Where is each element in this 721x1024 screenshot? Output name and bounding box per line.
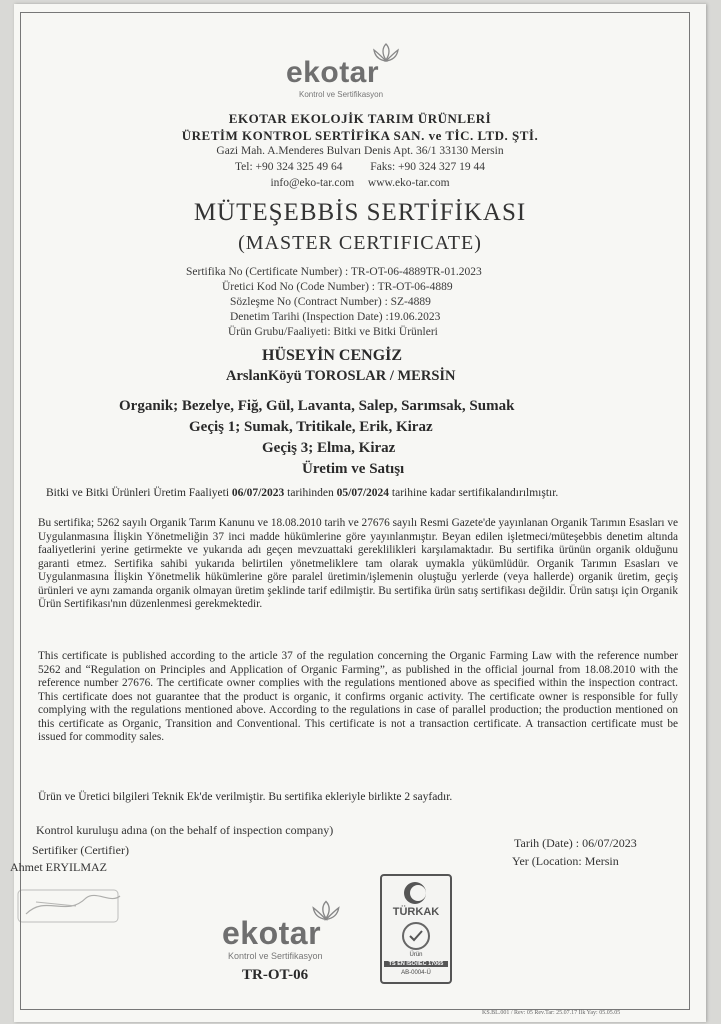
english-statement: This certificate is published according to the article 37 of the regulation concerning the Organic Farming Law with the reference number 5262 and “Regulation on Principles and Application of Organic Farming”, as published in the official journal from 18.08.2010 with the reference number 27676. The certificate owner complies with the regulations mentioned above as specified within the inspection contract. This certificate does not guarantee that the product is organic, it confirms organic activity. The certificate owner is responsible for fully complying with the regulations mentioned above. According to the regulations in case of parallel production; the production mentioned on this certificate as Organic, Transition and Conventional. This certificate is not a transaction certificate. A transaction certificate must be issued for commodity sales.	[38, 650, 678, 743]
inspection-date: Denetim Tarihi (Inspection Date) :19.06.2023	[230, 311, 441, 323]
turkak-number: AB-0004-Ü	[401, 970, 431, 976]
transition1-products: Geçiş 1; Sumak, Tritikale, Erik, Kiraz	[189, 419, 433, 435]
logo-tagline: Kontrol ve Sertifikasyon	[299, 90, 384, 99]
turkish-statement: Bu sertifika; 5262 sayılı Organik Tarım Kanunu ve 18.08.2010 tarih ve 27676 sayılı Resmi Gazete'de yayınlanan Organik Tarımın Esasları ve Uygulanmasına İlişkin Yönetmeliğin 37 inci madde hükümlerine göre yayınlanmıştır. Beyan edilen işletmeci/müteşebbis denetim altında faaliyetlerini yerine getirmekte ve yukarıda adı geçen mevzuattaki gereklilikleri karşılamaktadır. Bu sertifika ürünün organik olduğunu garanti etmez. Sertifika sahibi yukarıda belirtilen yönetmeliklere tam olarak uymakla yükümlüdür. Organik Tarımın Esasları ve Uygulanmasına İlişkin Yönetmelik hükümlerine göre paralel üretimin/işlemenin oluştuğu yerlerde (veya hallerde) organik üretim, geçiş ürünleri ve aynı zamanda organik olmayan üretim şeklinde tarif edilmiştir. Bu sertifika ürün satış sertifikası değildir. Ürün satışı için Organik Ürün Sertifikası'nın düzenlenmesi gerekmektedir.	[38, 517, 678, 610]
producer-code: Üretici Kod No (Code Number) : TR-OT-06-4889	[222, 281, 453, 293]
turkak-label: TÜRKAK	[392, 906, 440, 918]
company-contacts	[14, 177, 706, 189]
certificate-page	[10, 4, 706, 1022]
turkak-standard: TS EN ISO/IEC 17065	[384, 961, 448, 967]
holder-address: ArslanKöyü TOROSLAR / MERSİN	[226, 368, 456, 384]
company-website: www.eko-tar.com	[367, 177, 450, 189]
checkmark-icon	[402, 922, 430, 950]
company-email: info@eko-tar.com	[270, 177, 355, 189]
certifier-label: Sertifiker (Certifier)	[32, 843, 129, 857]
holder-name: HÜSEYİN CENGİZ	[262, 347, 403, 364]
inspection-body-code: TR-OT-06	[242, 967, 309, 983]
certifier-name: Ahmet ERYILMAZ	[10, 860, 107, 874]
transition3-products: Geçiş 3; Elma, Kiraz	[262, 440, 396, 456]
company-fax: Faks: +90 324 327 19 44	[370, 161, 486, 173]
crescent-star-icon	[404, 882, 426, 904]
validity-suffix: tarihine kadar sertifikalandırılmıştır.	[389, 487, 559, 499]
company-logo: ekotar	[286, 56, 380, 89]
bottom-logo-tagline: Kontrol ve Sertifikasyon	[228, 951, 323, 961]
turkak-scope: Ürün	[409, 952, 423, 958]
on-behalf-label: Kontrol kuruluşu adına (on the behalf of inspection company)	[36, 823, 334, 837]
issue-location: Yer (Location: Mersin	[512, 854, 619, 868]
certificate-title: MÜTEŞEBBİS SERTİFİKASI	[193, 199, 527, 226]
bottom-company-logo: ekotar	[222, 915, 322, 951]
certificate-subtitle: (MASTER CERTIFICATE)	[238, 232, 482, 254]
company-stamp	[16, 884, 126, 933]
document-reference: KS.BL.001 / Rev: 05 Rev.Tar: 25.07.17 İlk Yay: 05.05.05	[482, 1010, 621, 1016]
annex-note: Ürün ve Üretici bilgileri Teknik Ek'de verilmiştir. Bu sertifika ekleriyle birlikte 2 sayfadır.	[38, 791, 453, 803]
company-tel: Tel: +90 324 325 49 64	[234, 161, 343, 173]
certificate-number: Sertifika No (Certificate Number) : TR-OT-06-4889TR-01.2023	[186, 266, 482, 278]
validity-prefix: Bitki ve Bitki Ürünleri Üretim Faaliyeti	[46, 487, 232, 499]
company-name-line2: ÜRETİM KONTROL SERTİFİKA SAN. ve TİC. LTD. ŞTİ.	[181, 128, 539, 143]
company-address: Gazi Mah. A.Menderes Bulvarı Denis Apt. 36/1 33130 Mersin	[216, 145, 504, 157]
activity: Üretim ve Satışı	[302, 461, 405, 477]
validity-from: 06/07/2023	[231, 487, 285, 499]
validity-line	[46, 487, 558, 499]
product-group: Ürün Grubu/Faaliyeti: Bitki ve Bitki Ürünleri	[228, 326, 438, 338]
validity-to: 05/07/2024	[336, 487, 390, 499]
company-phones	[14, 161, 706, 173]
organic-products: Organik; Bezelye, Fiğ, Gül, Lavanta, Salep, Sarımsak, Sumak	[119, 398, 515, 414]
contract-number: Sözleşme No (Contract Number) : SZ-4889	[230, 296, 431, 308]
company-name-line1: EKOTAR EKOLOJİK TARIM ÜRÜNLERİ	[228, 111, 492, 126]
issue-date: Tarih (Date) : 06/07/2023	[514, 836, 637, 850]
validity-middle: tarihinden	[284, 487, 337, 499]
turkak-accreditation-badge	[380, 874, 452, 984]
